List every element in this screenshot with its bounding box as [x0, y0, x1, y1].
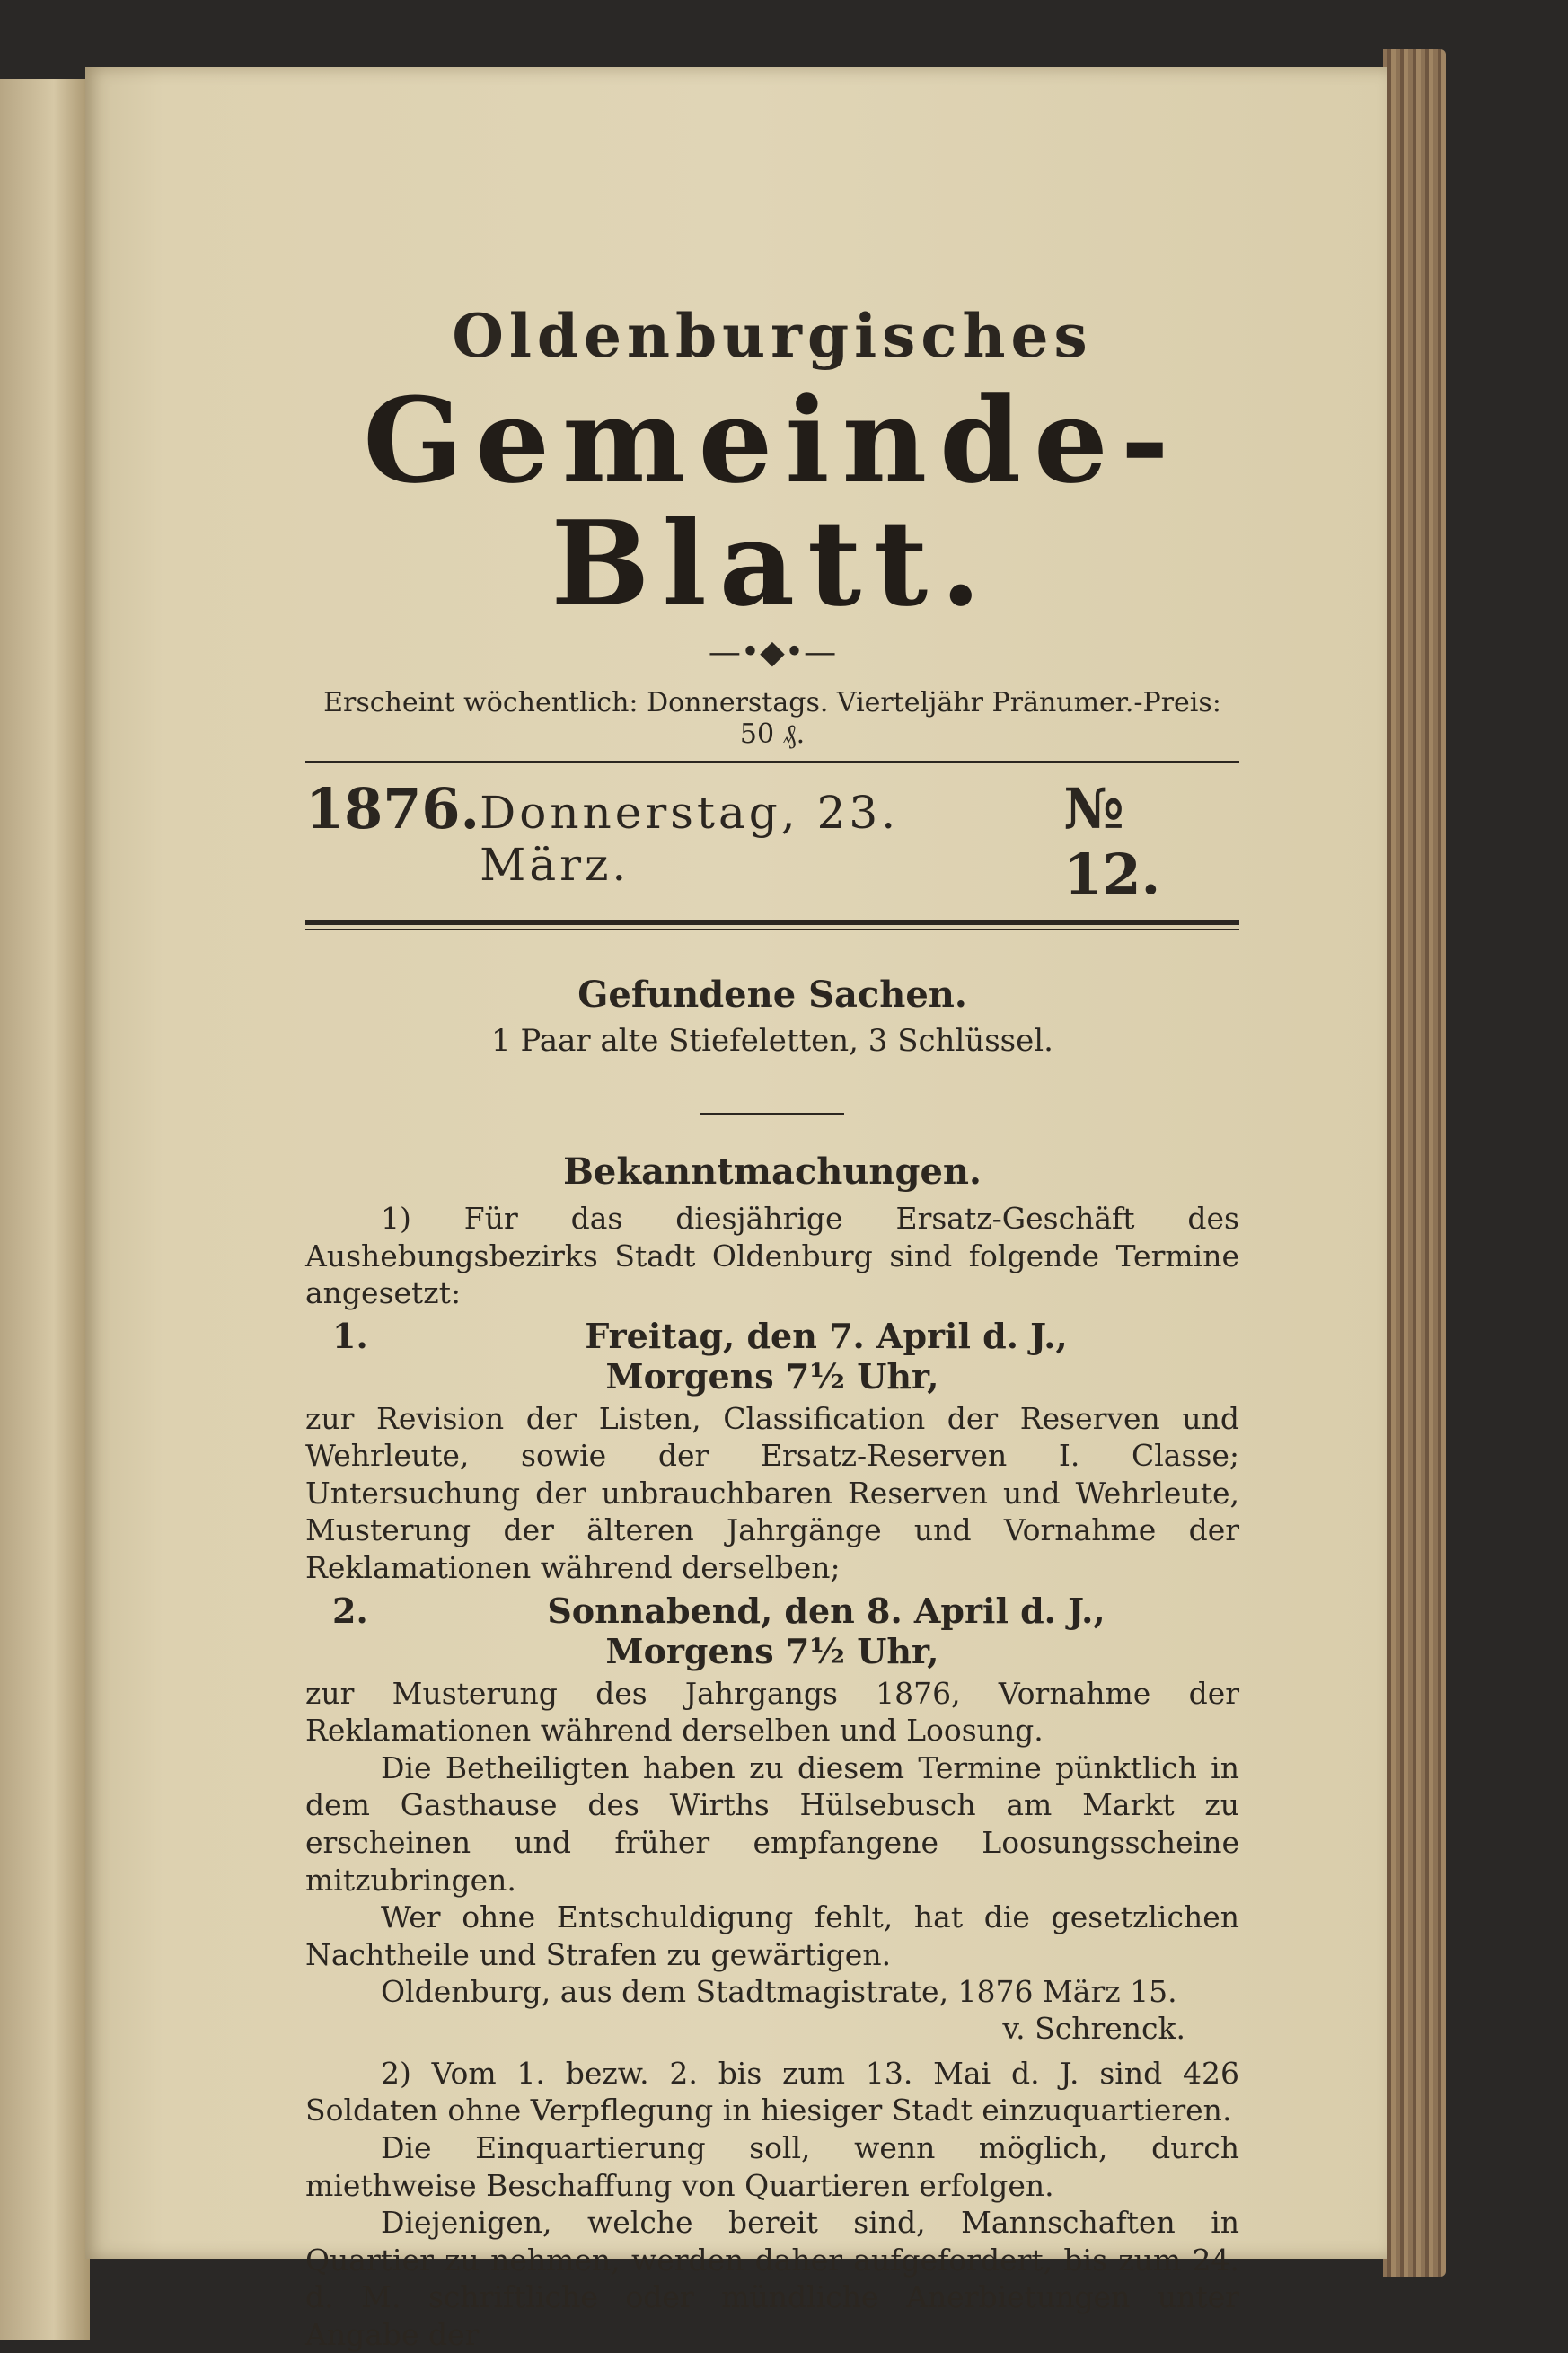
page-content	[305, 301, 1239, 2353]
term-2-text: zur Musterung des Jahrgangs 1876, Vornahme der Reklamationen während derselben und Loosung.	[305, 1675, 1239, 1749]
issue-line	[305, 763, 1239, 914]
term-2-number: 2.	[332, 1590, 368, 1631]
term-1-row	[305, 1316, 1239, 1356]
term-1-number: 1.	[332, 1315, 368, 1356]
found-items-text: 1 Paar alte Stiefeletten, 3 Schlüssel.	[491, 1023, 1053, 1059]
penalty-paragraph: Wer ohne Entschuldigung fehlt, hat die gesetzlichen Nachtheile und Strafen zu gewärtigen.	[305, 1899, 1239, 1972]
term-1-day: Freitag, den 7. April d. J.,	[585, 1315, 1068, 1356]
announcements-heading: Bekanntmachungen.	[563, 1150, 982, 1193]
publication-info: Erscheint wöchentlich: Donnerstags. Vierteljähr Pränumer.-Preis: 50 ₰.	[323, 687, 1221, 750]
masthead-title-big: Gemeinde-Blatt.	[363, 372, 1182, 632]
found-items-heading: Gefundene Sachen.	[577, 974, 967, 1016]
book-page-edges	[1383, 49, 1446, 2277]
term-1-text: zur Revision der Listen, Classification der Reserven und Wehrleute, sowie der Ersatz-Reserven I. Classe; Untersuchung der unbrauchbaren Reserven und Wehrleute, Musterung der älteren Jahrgänge und Vornahme der Reklamationen während derselben;	[305, 1400, 1239, 1586]
signature: v. Schrenck.	[1002, 2010, 1185, 2046]
issue-date: Donnerstag, 23. März.	[480, 787, 900, 891]
term-1-time: Morgens 7½ Uhr,	[605, 1355, 939, 1397]
term-2-time: Morgens 7½ Uhr,	[605, 1630, 939, 1671]
second-announcement-2: Die Einquartierung soll, wenn möglich, durch miethweise Beschaffung von Quartieren erfolgen.	[305, 2129, 1239, 2203]
second-announcement-1: 2) Vom 1. bezw. 2. bis zum 13. Mai d. J. sind 426 Soldaten ohne Verpflegung in hiesiger Stadt einzuquartieren.	[305, 2055, 1239, 2128]
masthead-ornament: —•◆•—	[708, 634, 837, 671]
second-announcement-3: Diejenigen, welche bereit sind, Mannschaften in Quartier zu nehmen, werden daher aufgefordert, bis zum 24. d. M. schriftliche oder mündliche Anerbietungen unter Angabe der	[305, 2205, 1239, 2352]
masthead-title-small: Oldenburgisches	[452, 301, 1093, 371]
participants-paragraph: Die Betheiligten haben zu diesem Termine pünktlich in dem Gasthause des Wirths Hülsebusch am Markt zu erscheinen und früher empfangene Loosungsscheine mitzubringen.	[305, 1749, 1239, 1898]
newspaper-page	[85, 67, 1387, 2352]
term-2-day: Sonnabend, den 8. April d. J.,	[547, 1590, 1106, 1631]
divider-rule-thin	[305, 929, 1239, 930]
issue-year: 1876.	[305, 776, 480, 842]
issue-number: № 12.	[1063, 776, 1161, 907]
divider-rule-thick	[305, 920, 1239, 925]
term-2-row	[305, 1591, 1239, 1631]
announcement-intro: 1) Für das diesjährige Ersatz-Geschäft des Aushebungsbezirks Stadt Oldenburg sind folgende Termine angesetzt:	[305, 1201, 1239, 1311]
left-facing-page	[0, 79, 90, 2340]
section-separator	[700, 1113, 844, 1115]
place-date: Oldenburg, aus dem Stadtmagistrate, 1876 März 15.	[381, 1974, 1177, 2010]
